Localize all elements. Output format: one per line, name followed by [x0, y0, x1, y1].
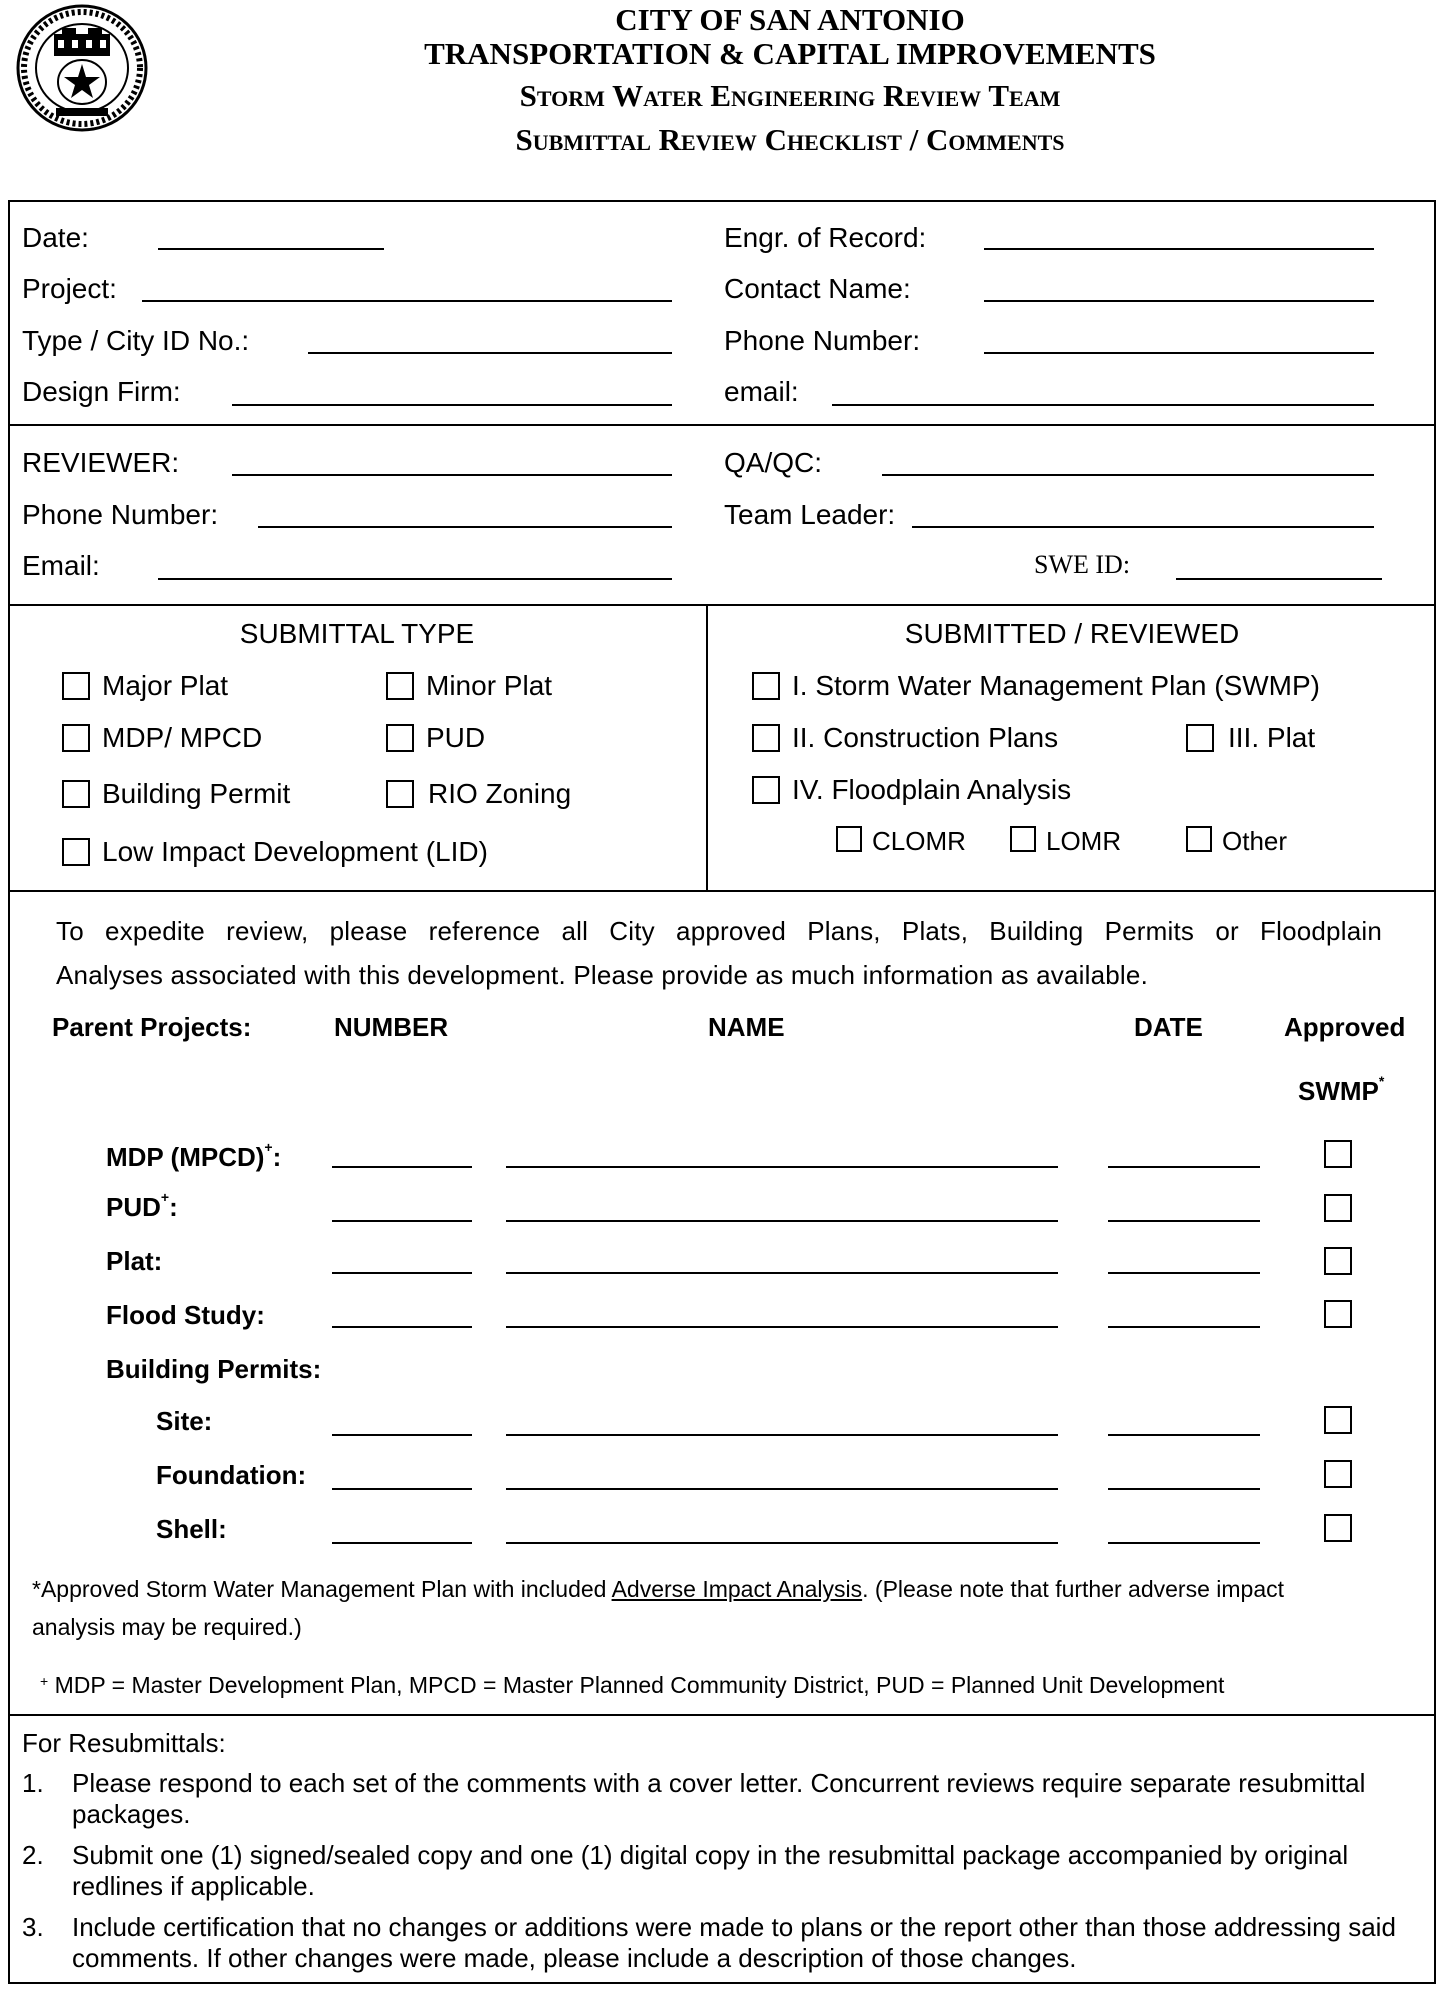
section-divider — [8, 604, 1436, 606]
plat-name-field[interactable] — [506, 1272, 1058, 1274]
resubmittal-item-1-text: Please respond to each set of the comments with a cover letter. Concurrent reviews require separate resubmittal packages. — [72, 1768, 1366, 1829]
design-firm-label: Design Firm: — [22, 376, 181, 407]
mdp-mpcd-checkbox[interactable] — [62, 724, 90, 752]
major-plat-label: Major Plat — [102, 670, 229, 701]
project-label: Project: — [22, 273, 117, 304]
project-field[interactable] — [142, 300, 672, 302]
foundation-approved-checkbox[interactable] — [1324, 1460, 1352, 1488]
section-divider — [8, 890, 1436, 892]
foundation-name-field[interactable] — [506, 1488, 1058, 1490]
col-swmp: SWMP* — [1298, 1073, 1385, 1106]
site-date-field[interactable] — [1108, 1434, 1260, 1436]
plat-review-label: III. Plat — [1228, 722, 1316, 753]
mdp-number-field[interactable] — [332, 1166, 472, 1168]
swmp-label: I. Storm Water Management Plan (SWMP) — [792, 670, 1320, 701]
pud-label: PUD — [426, 722, 486, 753]
team-leader-label: Team Leader: — [724, 499, 896, 530]
row-flood-study-label: Flood Study: — [106, 1300, 265, 1330]
pud-approved-checkbox[interactable] — [1324, 1194, 1352, 1222]
instructions-line-1: To expedite review, please reference all City approved Plans, Plats, Building Permits or Floodplain — [56, 916, 1382, 946]
email-label: email: — [724, 376, 799, 407]
col-parent-projects: Parent Projects: — [52, 1012, 252, 1042]
date-label: Date: — [22, 222, 89, 253]
reviewer-label: REVIEWER: — [22, 447, 180, 478]
col-date: DATE — [1134, 1012, 1203, 1042]
pud-date-field[interactable] — [1108, 1220, 1260, 1222]
other-checkbox[interactable] — [1186, 826, 1212, 852]
resubmittal-item-1-number: 1. — [22, 1768, 44, 1798]
foundation-number-field[interactable] — [332, 1488, 472, 1490]
row-foundation-label: Foundation: — [156, 1460, 307, 1490]
flood-name-field[interactable] — [506, 1326, 1058, 1328]
other-label: Other — [1222, 826, 1288, 856]
plat-date-field[interactable] — [1108, 1272, 1260, 1274]
swe-id-label: SWE ID: — [1034, 550, 1131, 579]
header-department: TRANSPORTATION & CAPITAL IMPROVEMENTS — [424, 36, 1156, 71]
resubmittal-item-3-number: 3. — [22, 1912, 44, 1942]
qaqc-field[interactable] — [882, 474, 1374, 476]
col-number: NUMBER — [334, 1012, 449, 1042]
plat-review-checkbox[interactable] — [1186, 724, 1214, 752]
submittal-type-heading: SUBMITTAL TYPE — [239, 618, 475, 649]
row-plat-label: Plat: — [106, 1246, 163, 1276]
pud-name-field[interactable] — [506, 1220, 1058, 1222]
contact-name-label: Contact Name: — [724, 273, 911, 304]
header-team: Storm Water Engineering Review Team — [519, 78, 1061, 113]
engr-of-record-label: Engr. of Record: — [724, 222, 927, 253]
header-form-title: Submittal Review Checklist / Comments — [515, 122, 1065, 157]
engr-of-record-field[interactable] — [984, 248, 1374, 250]
type-city-id-field[interactable] — [308, 352, 672, 354]
construction-plans-checkbox[interactable] — [752, 724, 780, 752]
row-mdp-label: MDP (MPCD)+: — [106, 1139, 282, 1172]
resubmittal-item-2-text: Submit one (1) signed/sealed copy and one (1) digital copy in the resubmittal package accompanied by original redlines if applicable. — [72, 1840, 1349, 1901]
header-city: CITY OF SAN ANTONIO — [615, 2, 965, 37]
mdp-mpcd-label: MDP/ MPCD — [102, 722, 263, 753]
row-pud-label: PUD+: — [106, 1189, 178, 1222]
type-city-id-label: Type / City ID No.: — [22, 325, 250, 356]
pud-checkbox[interactable] — [386, 724, 414, 752]
city-seal-logo — [16, 4, 148, 132]
reviewer-email-field[interactable] — [158, 578, 672, 580]
lomr-checkbox[interactable] — [1010, 826, 1036, 852]
swmp-footnote-line-2: analysis may be required.) — [32, 1614, 302, 1640]
major-plat-checkbox[interactable] — [62, 672, 90, 700]
team-leader-field[interactable] — [912, 526, 1374, 528]
row-building-permits-label: Building Permits: — [106, 1354, 322, 1384]
flood-number-field[interactable] — [332, 1326, 472, 1328]
phone-number-field[interactable] — [984, 352, 1374, 354]
pud-number-field[interactable] — [332, 1220, 472, 1222]
swmp-checkbox[interactable] — [752, 672, 780, 700]
resubmittals-heading: For Resubmittals: — [22, 1728, 226, 1758]
swmp-asterisk: * — [1378, 1073, 1385, 1089]
row-site-label: Site: — [156, 1406, 213, 1436]
construction-plans-label: II. Construction Plans — [792, 722, 1059, 753]
instructions-line-2: Analyses associated with this development. Please provide as much information as available. — [56, 960, 1148, 990]
phone-number-label: Phone Number: — [724, 325, 921, 356]
building-permit-checkbox[interactable] — [62, 780, 90, 808]
swe-id-field[interactable] — [1176, 578, 1382, 580]
col-name: NAME — [708, 1012, 785, 1042]
flood-date-field[interactable] — [1108, 1326, 1260, 1328]
reviewer-phone-field[interactable] — [258, 526, 672, 528]
form-border — [8, 200, 1436, 1984]
mdp-date-field[interactable] — [1108, 1166, 1260, 1168]
reviewer-field[interactable] — [232, 474, 672, 476]
email-field[interactable] — [832, 404, 1374, 406]
qaqc-label: QA/QC: — [724, 447, 823, 478]
shell-approved-checkbox[interactable] — [1324, 1514, 1352, 1542]
lomr-label: LOMR — [1046, 826, 1122, 856]
abbreviation-footnote: + MDP = Master Development Plan, MPCD = Master Planned Community District, PUD = Planned Unit Development — [40, 1672, 1225, 1698]
contact-name-field[interactable] — [984, 300, 1374, 302]
site-number-field[interactable] — [332, 1434, 472, 1436]
section-divider — [8, 424, 1436, 426]
design-firm-field[interactable] — [232, 404, 672, 406]
floodplain-analysis-label: IV. Floodplain Analysis — [792, 774, 1072, 805]
clomr-checkbox[interactable] — [836, 826, 862, 852]
mdp-approved-checkbox[interactable] — [1324, 1140, 1352, 1168]
lid-label: Low Impact Development (LID) — [102, 836, 488, 867]
resubmittal-item-3-text: Include certification that no changes or additions were made to plans or the report other than those addressing said comments. If other changes were made, please include a description of those changes. — [72, 1912, 1396, 1973]
flood-approved-checkbox[interactable] — [1324, 1300, 1352, 1328]
reviewer-email-label: Email: — [22, 550, 100, 581]
rio-zoning-checkbox[interactable] — [386, 780, 414, 808]
lid-checkbox[interactable] — [62, 838, 90, 866]
plat-number-field[interactable] — [332, 1272, 472, 1274]
minor-plat-checkbox[interactable] — [386, 672, 414, 700]
reviewer-phone-label: Phone Number: — [22, 499, 219, 530]
resubmittal-item-2-number: 2. — [22, 1840, 44, 1870]
adverse-impact-link: Adverse Impact Analysis — [611, 1576, 863, 1602]
shell-date-field[interactable] — [1108, 1542, 1260, 1544]
clomr-label: CLOMR — [872, 826, 966, 856]
minor-plat-label: Minor Plat — [426, 670, 553, 701]
floodplain-analysis-checkbox[interactable] — [752, 776, 780, 804]
rio-zoning-label: RIO Zoning — [428, 778, 572, 809]
date-field[interactable] — [158, 248, 384, 250]
plat-approved-checkbox[interactable] — [1324, 1247, 1352, 1275]
shell-number-field[interactable] — [332, 1542, 472, 1544]
building-permit-label: Building Permit — [102, 778, 291, 809]
section-divider — [8, 1714, 1436, 1716]
row-shell-label: Shell: — [156, 1514, 227, 1544]
site-name-field[interactable] — [506, 1434, 1058, 1436]
col-approved: Approved — [1284, 1012, 1406, 1042]
mdp-name-field[interactable] — [506, 1166, 1058, 1168]
foundation-date-field[interactable] — [1108, 1488, 1260, 1490]
submitted-reviewed-heading: SUBMITTED / REVIEWED — [904, 618, 1240, 649]
swmp-footnote: *Approved Storm Water Management Plan with included Adverse Impact Analysis. (Please note that further adverse impact — [32, 1576, 1285, 1602]
site-approved-checkbox[interactable] — [1324, 1406, 1352, 1434]
shell-name-field[interactable] — [506, 1542, 1058, 1544]
